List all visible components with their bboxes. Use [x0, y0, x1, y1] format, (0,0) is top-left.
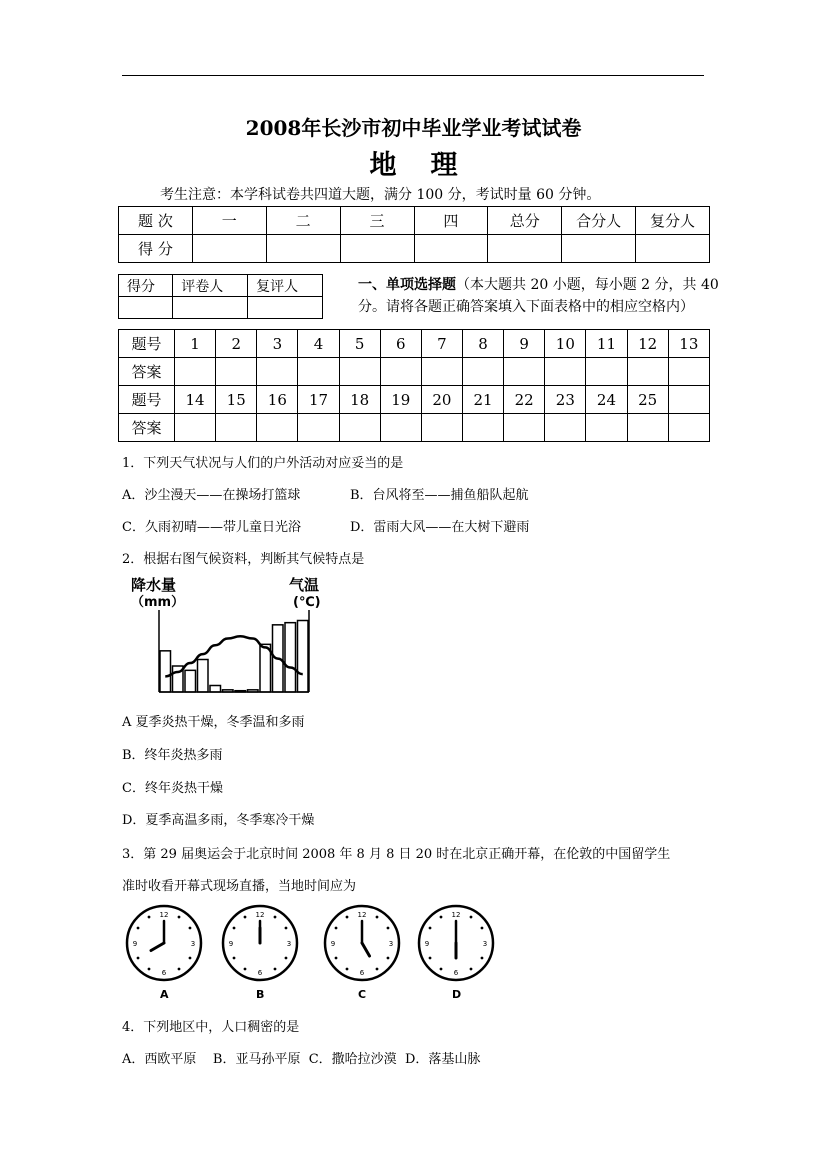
question-number: 13 — [668, 330, 709, 358]
precip-bar — [235, 691, 246, 692]
clock-option-b[interactable] — [220, 903, 300, 987]
temp-unit: (℃) — [293, 595, 321, 610]
question-number: 11 — [586, 330, 627, 358]
section1-instruction: （本大题共 20 小题，每小题 2 分，共 40 分。请将各题正确答案填入下面表格中的相应空格内） — [358, 277, 719, 315]
score-table-score-row — [119, 235, 710, 263]
precip-bar — [285, 623, 296, 692]
question-number: 4 — [298, 330, 339, 358]
answer-cell[interactable] — [175, 414, 216, 442]
exam-notice: 考生注意：本学科试卷共四道大题，满分 100 分，考试时量 60 分钟。 — [160, 187, 601, 203]
question-number: 19 — [380, 386, 421, 414]
question-number: 7 — [421, 330, 462, 358]
clock-numeral: 6 — [359, 969, 365, 977]
q2-option-d: D．夏季高温多雨，冬季寒冷干燥 — [122, 813, 315, 828]
answer-cell[interactable] — [298, 414, 339, 442]
q3-stem-line1: 3．第 29 届奥运会于北京时间 2008 年 8 月 8 日 20 时在北京正确开幕，在伦敦的中国留学生 — [122, 847, 671, 862]
score-input-cell[interactable] — [192, 235, 266, 263]
question-number: 21 — [462, 386, 503, 414]
answer-cell[interactable] — [545, 414, 586, 442]
clock-numeral: 3 — [482, 940, 488, 948]
precip-bar — [210, 686, 221, 693]
question-number: 12 — [627, 330, 668, 358]
q2-option-a: A 夏季炎热干燥，冬季温和多雨 — [122, 715, 305, 730]
answer-cell[interactable] — [175, 358, 216, 386]
precip-bar — [248, 690, 259, 692]
row-label: 题号 — [119, 386, 175, 414]
grader-input-cell[interactable] — [119, 297, 173, 319]
question-number: 5 — [339, 330, 380, 358]
answer-cell[interactable] — [668, 414, 709, 442]
clock-numeral: 6 — [453, 969, 459, 977]
answer-cell[interactable] — [421, 358, 462, 386]
answer-number-row-1 — [119, 330, 710, 358]
row-label: 答案 — [119, 414, 175, 442]
grader-header: 复评人 — [248, 275, 323, 297]
answer-cell[interactable] — [504, 414, 545, 442]
question-number: 24 — [586, 386, 627, 414]
question-number: 10 — [545, 330, 586, 358]
grader-header: 评卷人 — [173, 275, 248, 297]
answer-cell[interactable] — [339, 358, 380, 386]
answer-cell[interactable] — [298, 358, 339, 386]
q1-stem: 1．下列天气状况与人们的户外活动对应妥当的是 — [122, 456, 404, 471]
clock-option-a[interactable] — [124, 903, 204, 987]
clock-face-icon — [124, 903, 204, 983]
question-number: 9 — [504, 330, 545, 358]
score-cell: 合分人 — [562, 207, 636, 235]
section1-title: 一、单项选择题 — [358, 277, 456, 293]
question-number: 14 — [175, 386, 216, 414]
answer-cell[interactable] — [462, 358, 503, 386]
subject-title: 地理 — [369, 150, 492, 181]
clock-numeral: 12 — [451, 911, 461, 919]
precip-bar — [260, 644, 271, 692]
grader-input-cell[interactable] — [173, 297, 248, 319]
clock-numeral: 6 — [161, 969, 167, 977]
clock-numeral: 9 — [228, 940, 234, 948]
grader-table — [118, 274, 323, 319]
clock-label: B — [256, 988, 265, 1001]
q3-stem-line2: 准时收看开幕式现场直播，当地时间应为 — [122, 879, 357, 894]
grader-header: 得分 — [119, 275, 173, 297]
question-number: 6 — [380, 330, 421, 358]
clock-numeral: 9 — [330, 940, 336, 948]
question-number: 23 — [545, 386, 586, 414]
score-input-cell[interactable] — [266, 235, 340, 263]
q2-option-c: C．终年炎热干燥 — [122, 781, 223, 796]
question-number: 17 — [298, 386, 339, 414]
score-input-cell[interactable] — [562, 235, 636, 263]
clock-numeral: 12 — [255, 911, 265, 919]
clock-numeral: 12 — [159, 911, 169, 919]
score-table — [118, 206, 710, 263]
question-number: 22 — [504, 386, 545, 414]
score-cell: 三 — [340, 207, 414, 235]
q1-option-a: A．沙尘漫天——在操场打篮球 — [122, 488, 301, 503]
q1-option-b: B．台风将至——捕鱼船队起航 — [350, 488, 529, 503]
section1-heading — [358, 274, 728, 318]
question-number: 20 — [421, 386, 462, 414]
clock-label: D — [452, 988, 462, 1001]
clock-numeral: 6 — [257, 969, 263, 977]
score-input-cell[interactable] — [488, 235, 562, 263]
precip-bar — [185, 670, 196, 692]
question-number — [668, 386, 709, 414]
score-input-cell[interactable] — [414, 235, 488, 263]
exam-title: 2008年长沙市初中毕业学业考试试卷 — [245, 116, 582, 140]
question-number: 18 — [339, 386, 380, 414]
row-label: 题号 — [119, 330, 175, 358]
clock-numeral: 9 — [424, 940, 430, 948]
answer-cell[interactable] — [380, 414, 421, 442]
precip-label: 降水量 — [131, 576, 177, 594]
clock-numeral: 3 — [190, 940, 196, 948]
precip-bar — [223, 690, 234, 692]
answer-cell[interactable] — [216, 414, 257, 442]
question-number: 1 — [175, 330, 216, 358]
score-table-header-row — [119, 207, 710, 235]
score-cell: 总分 — [488, 207, 562, 235]
question-number: 15 — [216, 386, 257, 414]
answer-cell[interactable] — [421, 414, 462, 442]
clock-face-icon — [416, 903, 496, 983]
q4-stem: 4．下列地区中，人口稠密的是 — [122, 1020, 300, 1035]
precip-bar — [160, 651, 171, 692]
answer-cell[interactable] — [586, 358, 627, 386]
q2-option-b: B．终年炎热多雨 — [122, 748, 223, 763]
score-cell: 二 — [266, 207, 340, 235]
clock-numeral: 12 — [357, 911, 367, 919]
header-rule — [122, 75, 704, 76]
precip-unit: （mm） — [131, 595, 185, 610]
precip-bar — [198, 660, 209, 693]
q1-option-c: C．久雨初晴——带儿童日光浴 — [122, 520, 301, 535]
answer-cell[interactable] — [545, 358, 586, 386]
answer-cell[interactable] — [668, 358, 709, 386]
clock-label: A — [160, 988, 169, 1001]
clock-option-c[interactable] — [322, 903, 402, 987]
score-cell: 复分人 — [636, 207, 710, 235]
answer-input-row-2 — [119, 414, 710, 442]
question-number: 2 — [216, 330, 257, 358]
answer-cell[interactable] — [257, 414, 298, 442]
question-number: 16 — [257, 386, 298, 414]
climate-chart — [127, 574, 342, 706]
clock-numeral: 3 — [388, 940, 394, 948]
clock-option-d[interactable] — [416, 903, 496, 987]
q2-stem: 2．根据右图气候资料，判断其气候特点是 — [122, 552, 365, 567]
score-input-cell[interactable] — [340, 235, 414, 263]
q4-options: A．西欧平原 B．亚马孙平原 C．撒哈拉沙漠 D．落基山脉 — [122, 1052, 481, 1067]
answer-cell[interactable] — [462, 414, 503, 442]
answer-cell[interactable] — [586, 414, 627, 442]
score-cell: 四 — [414, 207, 488, 235]
answer-table — [118, 329, 710, 442]
answer-cell[interactable] — [339, 414, 380, 442]
answer-cell[interactable] — [216, 358, 257, 386]
score-cell: 一 — [192, 207, 266, 235]
score-row-label: 得 分 — [119, 235, 193, 263]
q1-option-d: D．雷雨大风——在大树下避雨 — [350, 520, 530, 535]
clock-numeral: 3 — [286, 940, 292, 948]
answer-input-row-1 — [119, 358, 710, 386]
answer-number-row-2 — [119, 386, 710, 414]
precip-bars — [160, 621, 308, 693]
temp-label: 气温 — [289, 576, 320, 594]
question-number: 25 — [627, 386, 668, 414]
question-number: 3 — [257, 330, 298, 358]
clock-face-icon — [322, 903, 402, 983]
precip-bar — [298, 621, 309, 693]
row-label: 答案 — [119, 358, 175, 386]
answer-cell[interactable] — [257, 358, 298, 386]
score-cell: 题 次 — [119, 207, 193, 235]
question-number: 8 — [462, 330, 503, 358]
answer-cell[interactable] — [627, 358, 668, 386]
grader-input-cell[interactable] — [248, 297, 323, 319]
score-input-cell[interactable] — [636, 235, 710, 263]
clock-label: C — [358, 988, 367, 1001]
answer-cell[interactable] — [504, 358, 545, 386]
answer-cell[interactable] — [380, 358, 421, 386]
clock-face-icon — [220, 903, 300, 983]
answer-cell[interactable] — [627, 414, 668, 442]
clock-numeral: 9 — [132, 940, 138, 948]
